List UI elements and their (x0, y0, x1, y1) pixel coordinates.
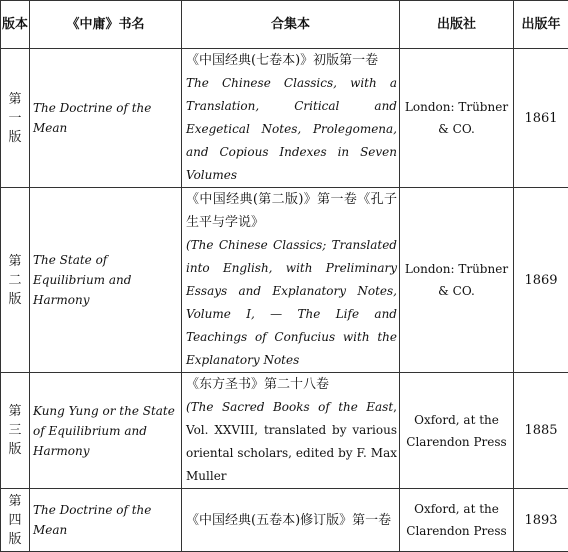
edition-cell: 第 二 版 (1, 188, 30, 373)
year-cell: 1869 (514, 188, 568, 373)
header-row (1, 1, 568, 49)
year-cell: 1893 (514, 489, 568, 552)
header-publisher: 出版社 (400, 1, 514, 49)
year-cell: 1885 (514, 373, 568, 489)
publisher-cell: London: Trübner & CO. (400, 49, 514, 188)
collection-cell: 《中国经典(第二版)》第一卷《孔子生平与学说》 (The Chinese Classics; Translated into English, with Preliminary Essays and Explanatory Notes, Volume I, — The Life and Teachings of Confucius with the Explanatory Notes (182, 188, 400, 373)
title-cell: Kung Yung or the State of Equilibrium and Harmony (30, 373, 182, 489)
collection-cell: 《东方圣书》第二十八卷 (The Sacred Books of the East, Vol. XXVIII, translated by various oriental scholars, edited by F. Max Muller (182, 373, 400, 489)
title-cell: The Doctrine of the Mean (30, 49, 182, 188)
year-cell: 1861 (514, 49, 568, 188)
collection-cell: 《中国经典(五卷本)修订版》第一卷 (182, 489, 400, 552)
header-edition: 版本 (1, 1, 30, 49)
edition-cell: 第 三 版 (1, 373, 30, 489)
table-row (1, 188, 568, 373)
title-cell: The State of Equilibrium and Harmony (30, 188, 182, 373)
table-row (1, 489, 568, 552)
header-year: 出版年 (514, 1, 568, 49)
table-row (1, 49, 568, 188)
publisher-cell: Oxford, at the Clarendon Press (400, 373, 514, 489)
publisher-cell: London: Trübner & CO. (400, 188, 514, 373)
edition-cell: 第 一 版 (1, 49, 30, 188)
header-collection: 合集本 (182, 1, 400, 49)
edition-cell: 第 四 版 (1, 489, 30, 552)
header-title: 《中庸》书名 (30, 1, 182, 49)
title-cell: The Doctrine of the Mean (30, 489, 182, 552)
collection-cell: 《中国经典(七卷本)》初版第一卷 The Chinese Classics, with a Translation, Critical and Exegetical Notes, Prolegomena, and Copious Indexes in Seven Volumes (182, 49, 400, 188)
publisher-cell: Oxford, at the Clarendon Press (400, 489, 514, 552)
table-row (1, 373, 568, 489)
